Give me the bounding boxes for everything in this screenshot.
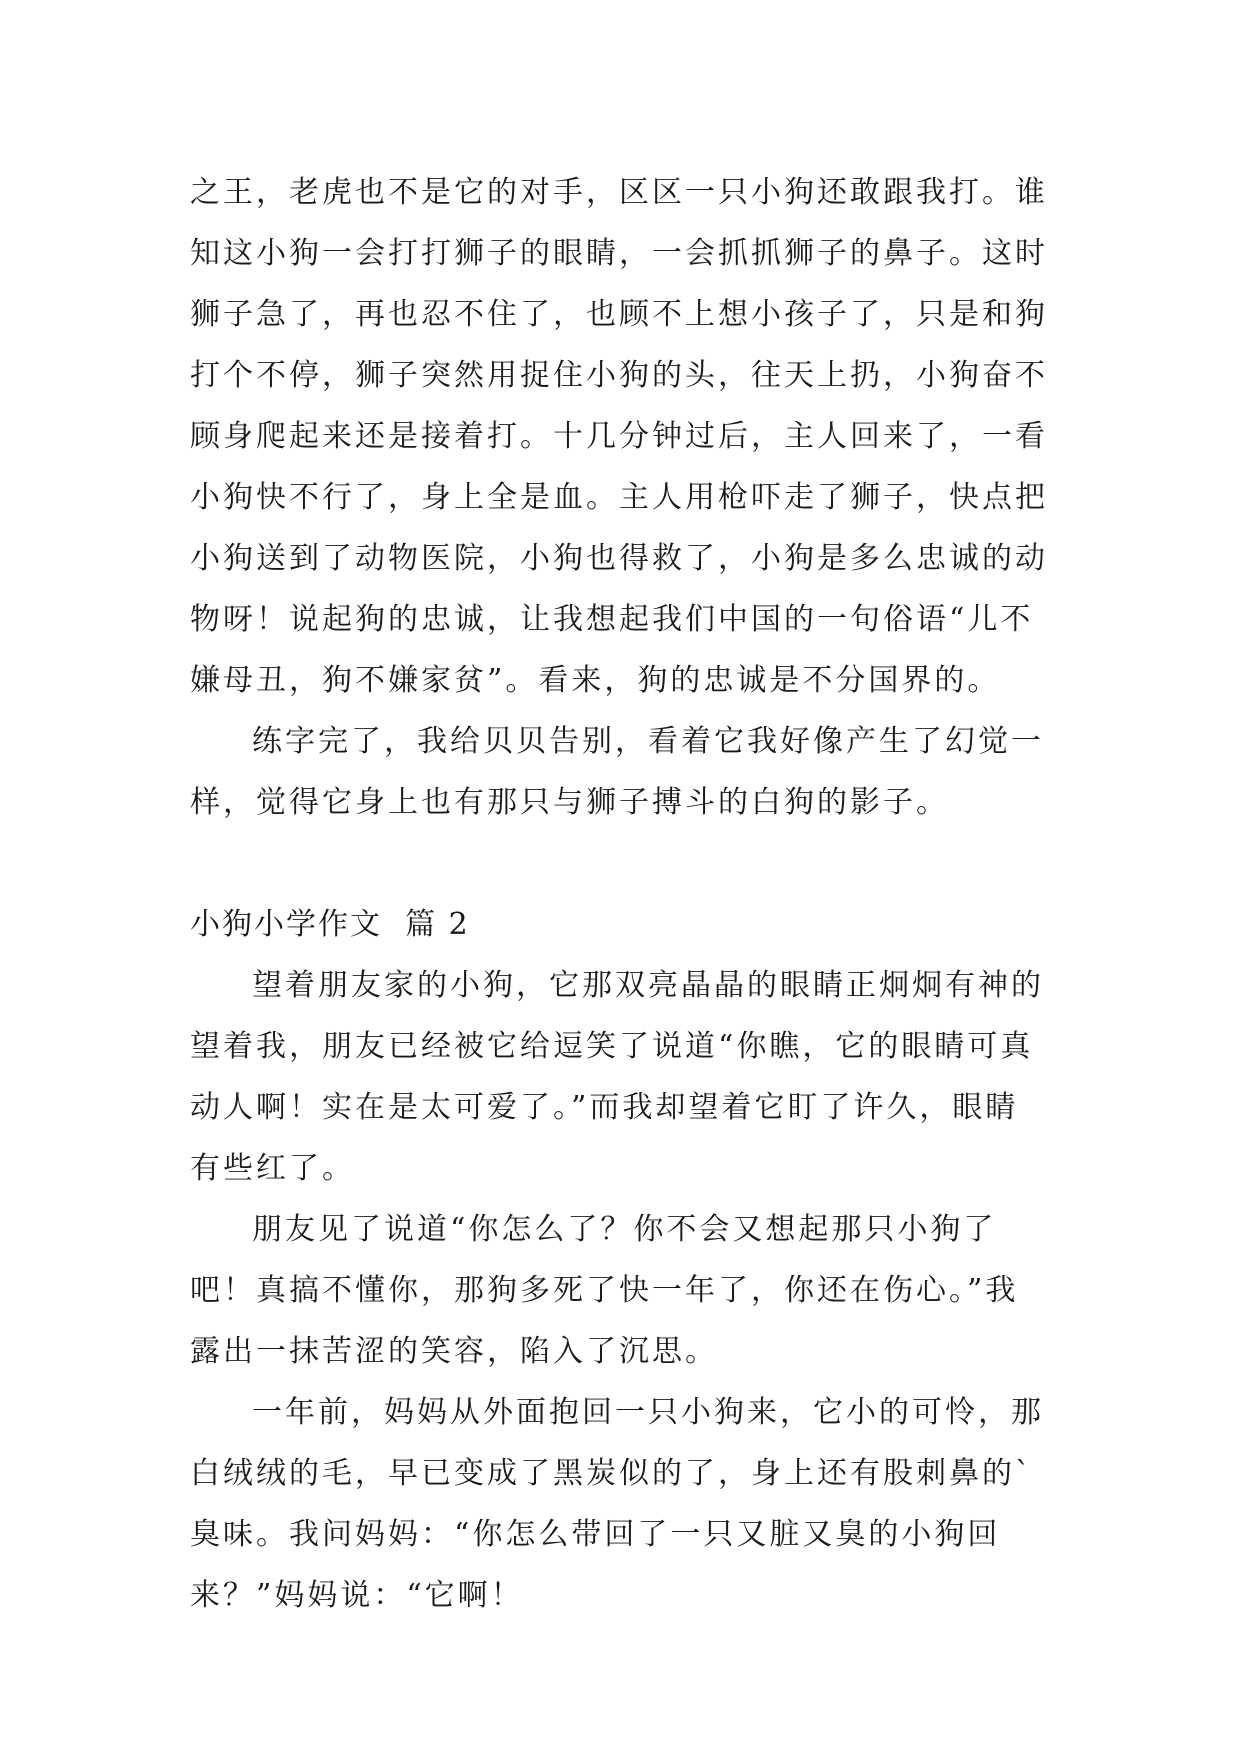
text-line: 知这小狗一会打打狮子的眼睛，一会抓抓狮子的鼻子。这时: [190, 236, 1048, 271]
section-paragraph-2: [190, 1199, 1050, 1382]
section-paragraph-3: [190, 1382, 1050, 1626]
text-line: 来？”妈妈说：“它啊！: [190, 1578, 524, 1613]
text-line: 物呀！说起狗的忠诚，让我想起我们中国的一句俗语“儿不: [190, 602, 1034, 637]
text-line: 一年前，妈妈从外面抱回一只小狗来，它小的可怜，那: [252, 1395, 1044, 1430]
text-line: 练字完了，我给贝贝告别，看着它我好像产生了幻觉一: [252, 724, 1044, 759]
text-line: 小狗快不行了，身上全是血。主人用枪吓走了狮子，快点把: [190, 480, 1048, 515]
text-line: 嫌母丑，狗不嫌家贫”。看来，狗的忠诚是不分国界的。: [190, 663, 1001, 698]
text-line: 露出一抹苦涩的笑容，陷入了沉思。: [190, 1334, 718, 1369]
text-line: 吧！真搞不懂你，那狗多死了快一年了，你还在伤心。”我: [190, 1273, 1019, 1308]
text-line: 打个不停，狮子突然用捉住小狗的头，往天上扔，小狗奋不: [190, 358, 1048, 393]
text-line: 顾身爬起来还是接着打。十几分钟过后，主人回来了，一看: [190, 419, 1048, 454]
text-line: 望着我，朋友已经被它给逗笑了说道“你瞧，它的眼睛可真: [190, 1029, 1034, 1064]
text-line: 臭味。我问妈妈：“你怎么带回了一只又脏又臭的小狗回: [190, 1517, 1001, 1552]
text-line: 样，觉得它身上也有那只与狮子搏斗的白狗的影子。: [190, 785, 949, 820]
text-line: 朋友见了说道“你怎么了？你不会又想起那只小狗了: [252, 1212, 997, 1247]
closing-paragraph: [190, 711, 1050, 833]
text-line: 白绒绒的毛，早已变成了黑炭似的了，身上还有股刺鼻的`: [190, 1456, 1033, 1491]
text-line: 小狗送到了动物医院，小狗也得救了，小狗是多么忠诚的动: [190, 541, 1048, 576]
text-line: 动人啊！实在是太可爱了。”而我却望着它盯了许久，眼睛: [190, 1090, 1019, 1125]
section-heading: 小狗小学作文 篇 2: [190, 907, 470, 942]
section-paragraph-1: [190, 955, 1050, 1199]
continued-paragraph: [190, 162, 1050, 711]
text-line: 之王，老虎也不是它的对手，区区一只小狗还敢跟我打。谁: [190, 175, 1048, 210]
text-line: 望着朋友家的小狗，它那双亮晶晶的眼睛正炯炯有神的: [252, 968, 1044, 1003]
text-line: 狮子急了，再也忍不住了，也顾不上想小孩子了，只是和狗: [190, 297, 1048, 332]
text-line: 有些红了。: [190, 1151, 355, 1186]
document-body: [190, 162, 1050, 1626]
